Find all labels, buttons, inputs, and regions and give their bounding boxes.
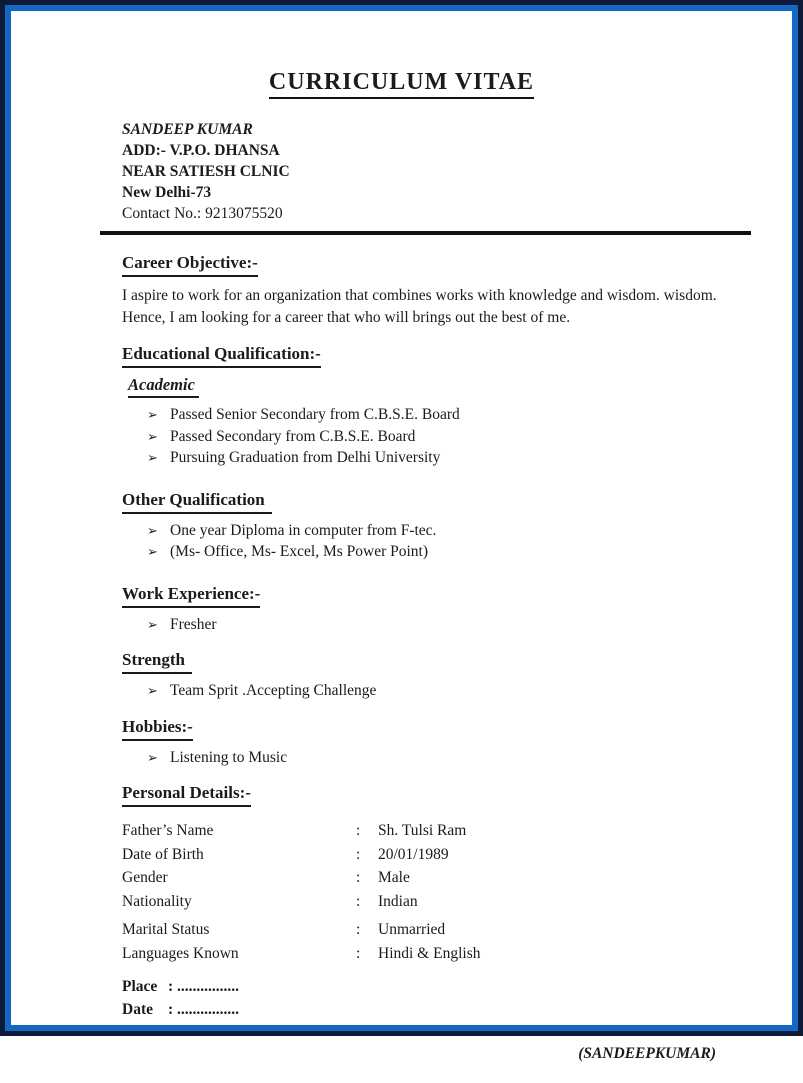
horizontal-rule	[100, 231, 751, 235]
arrow-bullet-icon: ➢	[147, 616, 158, 632]
table-row	[122, 866, 792, 890]
place-dots: : ................	[168, 978, 240, 995]
header-contact-number: Contact No.: 9213075520	[122, 205, 283, 222]
detail-value: Sh. Tulsi Ram	[378, 822, 467, 839]
strength-bullet-list	[122, 680, 792, 702]
list-item: ➢ Pursuing Graduation from Delhi University	[122, 447, 792, 469]
header-address-line-2: NEAR SATIESH CLNIC	[122, 163, 290, 180]
detail-separator: :	[356, 822, 361, 839]
date-label: Date	[122, 1001, 153, 1018]
career-objective-text: I aspire to work for an organization that combines works with knowledge and wisdom. wisdom. Hence, I am looking for a career that who will brings out the best of me.	[122, 287, 717, 326]
list-item: ➢ (Ms- Office, Ms- Excel, Ms Power Point)	[122, 541, 792, 563]
detail-value: 20/01/1989	[378, 845, 449, 863]
place-label: Place	[122, 978, 158, 995]
cv-document	[11, 69, 792, 1083]
page-frame-inner	[5, 5, 798, 1062]
personal-details-table	[122, 819, 792, 965]
table-row	[122, 942, 792, 966]
other-qualification-bullet-list	[122, 520, 792, 563]
list-item: ➢ Passed Secondary from C.B.S.E. Board	[122, 426, 792, 448]
arrow-bullet-icon: ➢	[147, 522, 158, 538]
detail-label: Marital Status	[122, 921, 210, 938]
page-title: CURRICULUM VITAE	[269, 69, 534, 99]
detail-value: Hindi & English	[378, 944, 481, 962]
arrow-bullet-icon: ➢	[147, 450, 158, 465]
section-heading-work-experience: Work Experience:-	[122, 583, 792, 608]
table-row	[122, 890, 792, 914]
list-item: ➢ Passed Senior Secondary from C.B.S.E. Board	[122, 404, 792, 426]
detail-separator: :	[356, 845, 361, 863]
detail-label: Languages Known	[122, 944, 239, 962]
detail-label: Date of Birth	[122, 845, 204, 863]
title-row	[11, 69, 792, 99]
header-name: SANDEEP KUMAR	[122, 121, 253, 138]
arrow-bullet-icon: ➢	[147, 407, 158, 422]
list-item: ➢ Team Sprit .Accepting Challenge	[122, 680, 792, 702]
section-heading-personal-details: Personal Details:-	[122, 782, 792, 807]
detail-separator: :	[356, 892, 361, 910]
arrow-bullet-icon: ➢	[147, 683, 158, 698]
list-item: ➢ Listening to Music	[122, 747, 792, 769]
signature: (SANDEEPKUMAR)	[578, 1045, 716, 1062]
detail-label: Gender	[122, 869, 168, 886]
arrow-bullet-icon: ➢	[147, 749, 158, 765]
table-row	[122, 819, 792, 843]
detail-label: Nationality	[122, 892, 192, 910]
detail-label: Father’s Name	[122, 822, 214, 839]
header-address-line-1: ADD:- V.P.O. DHANSA	[122, 142, 280, 159]
section-heading-career-objective: Career Objective:-	[122, 252, 792, 277]
header-address-line-3: New Delhi-73	[122, 184, 212, 201]
section-heading-hobbies: Hobbies:-	[122, 716, 792, 741]
detail-value: Unmarried	[378, 921, 446, 938]
academic-bullet-list	[122, 404, 792, 469]
section-heading-other-qualification: Other Qualification	[122, 489, 792, 514]
detail-value: Male	[378, 869, 410, 886]
table-row	[122, 918, 792, 942]
date-dots: : ................	[168, 1001, 240, 1018]
detail-separator: :	[356, 944, 361, 962]
detail-value: Indian	[378, 892, 418, 910]
list-item: ➢ One year Diploma in computer from F-tec.	[122, 520, 792, 542]
date-line	[122, 998, 792, 1021]
list-item: ➢ Fresher	[122, 614, 792, 636]
place-date-block	[122, 975, 792, 1021]
place-line	[122, 975, 792, 998]
contact-header	[122, 119, 792, 224]
detail-separator: :	[356, 869, 361, 886]
work-experience-bullet-list	[122, 614, 792, 636]
table-row	[122, 843, 792, 867]
subheading-academic: Academic	[128, 374, 792, 398]
section-heading-educational-qualification: Educational Qualification:-	[122, 343, 792, 368]
arrow-bullet-icon: ➢	[147, 428, 158, 444]
hobbies-bullet-list	[122, 747, 792, 769]
detail-separator: :	[356, 921, 361, 938]
section-heading-strength: Strength	[122, 649, 792, 674]
arrow-bullet-icon: ➢	[147, 544, 158, 559]
